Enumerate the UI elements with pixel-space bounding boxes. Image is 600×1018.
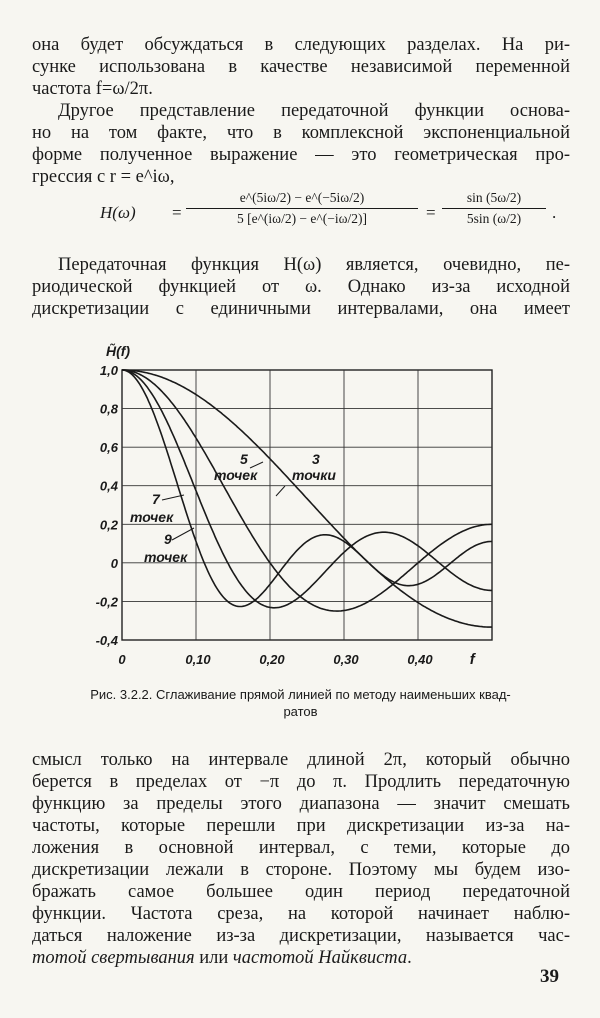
formula-numerator: sin (5ω/2) xyxy=(442,190,546,209)
text-line: грессия с r = e^iω, xyxy=(32,167,175,187)
term-folding-frequency: тотой свертывания xyxy=(32,948,195,968)
series-label-number: 5 xyxy=(240,451,248,467)
series-curve-9 xyxy=(122,370,492,607)
text-fragment: . xyxy=(407,948,412,968)
series-label-number: 7 xyxy=(152,491,160,507)
x-axis-label: f xyxy=(469,651,475,668)
y-tick-label: -0,2 xyxy=(95,594,118,610)
formula-denominator: 5sin (ω/2) xyxy=(466,211,522,226)
series-label-word: точек xyxy=(130,509,174,525)
text-line: дискретизации лежали в стороне. Поэтому мы будем изо- xyxy=(32,860,570,880)
series-label-number: 3 xyxy=(312,451,320,467)
text-line: частота f=ω/2π. xyxy=(32,79,153,99)
text-line: риодической функцией от ω. Однако из-за исходной xyxy=(32,277,570,297)
text-line: ложения в основной интервал, с теми, которые до xyxy=(32,838,570,858)
figure-caption xyxy=(28,686,573,720)
text-line: но на том факте, что в комплексной экспоненциальной xyxy=(32,123,570,143)
y-tick-label: -0,4 xyxy=(95,633,118,648)
series-label-leader xyxy=(172,528,194,540)
formula-equals: = xyxy=(426,203,436,222)
y-tick-label: 0 xyxy=(110,555,118,571)
text-line: Передаточная функция H(ω) является, очевидно, пе- xyxy=(58,255,570,275)
y-tick-label: 0,8 xyxy=(99,401,118,417)
caption-line: ратов xyxy=(283,704,318,719)
text-line: функции. Частота среза, на которой начинает наблю- xyxy=(32,904,570,924)
text-line: смысл только на интервале длиной 2π, который обычно xyxy=(32,750,570,770)
formula-fraction-exp xyxy=(186,190,418,227)
series-curve-7 xyxy=(122,370,492,608)
series-label-word: точек xyxy=(214,467,258,483)
formula-lhs: H(ω) xyxy=(100,203,136,222)
text-line: бражать самое большее один период передаточной xyxy=(32,882,570,902)
x-tick-label: 0 xyxy=(118,652,126,667)
text-line-last xyxy=(32,947,570,969)
paragraph-nyquist xyxy=(32,749,570,969)
series-label-leader xyxy=(276,486,285,496)
series-label-word: точки xyxy=(292,467,336,483)
top-paragraph xyxy=(32,34,570,100)
series-label-word: точек xyxy=(144,549,188,565)
x-tick-label: 0,30 xyxy=(333,652,359,667)
text-line: даться наложение из-за дискретизации, называется час- xyxy=(32,926,570,946)
formula-equals: = xyxy=(172,203,182,222)
text-line: сунке использована в качестве независимой переменной xyxy=(32,57,570,77)
text-line: частоты, которые перешли при дискретизации из-за на- xyxy=(32,816,570,836)
caption-line: Рис. 3.2.2. Сглаживание прямой линией по методу наименьших квад- xyxy=(90,687,511,702)
y-tick-label: 0,6 xyxy=(99,440,118,456)
formula-numerator: e^(5iω/2) − e^(−5iω/2) xyxy=(186,190,418,209)
page-number: 39 xyxy=(540,966,559,987)
y-axis-label: H̃(f) xyxy=(106,343,131,359)
formula-period: . xyxy=(552,203,557,222)
text-line: она будет обсуждаться в следующих разделах. На ри- xyxy=(32,35,570,55)
formula-denominator: 5 [e^(iω/2) − e^(−iω/2)] xyxy=(236,211,367,226)
text-fragment: или xyxy=(194,948,233,968)
text-line: дискретизации с единичными интервалами, она имеет xyxy=(32,299,570,319)
x-tick-label: 0,10 xyxy=(185,652,211,667)
smoothing-transfer-chart xyxy=(92,338,512,674)
series-label-number: 9 xyxy=(164,531,172,547)
text-line: Другое представление передаточной функции основа- xyxy=(58,101,570,121)
y-tick-label: 1,0 xyxy=(99,363,118,378)
x-tick-label: 0,40 xyxy=(407,652,433,667)
x-tick-label: 0,20 xyxy=(259,652,285,667)
term-nyquist-frequency: частотой Найквиста xyxy=(232,948,408,968)
formula-h-omega xyxy=(100,190,557,242)
text-line: функцию за пределы этого диапазона — значит смешать xyxy=(32,794,570,814)
paragraph-periodic xyxy=(32,254,570,320)
y-tick-label: 0,4 xyxy=(99,478,118,494)
formula-fraction-sin xyxy=(442,190,546,227)
text-line: берется в пределах от −π до π. Продлить передаточную xyxy=(32,772,570,792)
y-tick-label: 0,2 xyxy=(99,517,118,533)
text-line: форме полученное выражение — это геометрическая про- xyxy=(32,145,570,165)
paragraph-transfer-function xyxy=(32,100,570,188)
